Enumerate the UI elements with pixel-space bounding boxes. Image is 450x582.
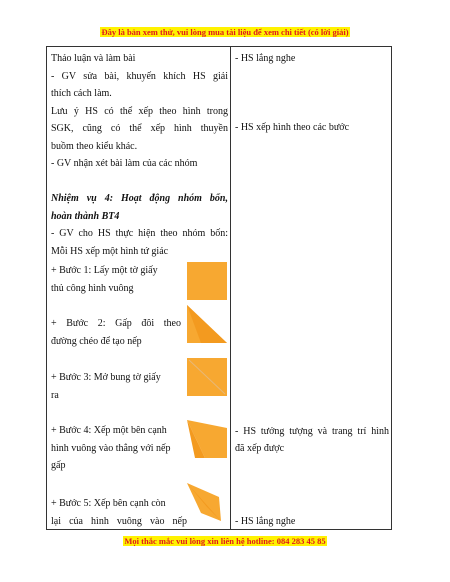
step-2-text: + Bước 2: Gấp đôi theo đường chéo để tạo nếp [51,318,181,347]
paper-folded-triangle-image [187,305,227,343]
student-response: - HS tưởng tượng và trang trí hình [235,426,389,437]
text-line: SGK, cũng có thể xếp hình thuyền [51,123,228,134]
paper-side-folded-image [187,420,227,458]
teacher-activities-column [51,50,228,260]
paper-unfolded-crease-image [187,358,227,396]
paper-square-image [187,262,227,300]
text-line: buồm theo kiểu khác. [51,140,138,152]
lesson-table [46,46,392,530]
student-response: - HS lắng nghe [235,53,296,64]
student-response: - HS xếp hình theo các bước [235,122,350,133]
preview-banner: Đây là bản xem thử, vui lòng mua tài liệu để xem chi tiết (có lời giải) [101,27,349,37]
student-response: - HS lắng nghe [235,516,296,527]
step-1-text: + Bước 1: Lấy một tờ giấy thủ công hình vuông [51,265,158,294]
text-line: thích cách làm. [51,88,112,99]
text-line: Thảo luận và làm bài [51,53,136,64]
task-title: hoàn thành BT4 [51,210,120,222]
text-line: Lưu ý HS có thể xếp theo hình trong [51,105,228,117]
paper-kite-image [187,483,227,521]
text-line: Mỗi HS xếp một hình tứ giác [51,245,169,257]
step-3-text: + Bước 3: Mở bung tờ giấy ra [51,372,161,401]
text-line: - GV cho HS thực hiện theo nhóm bốn: [51,228,228,239]
text-line: - GV sửa bài, khuyến khích HS giải [51,70,228,82]
hotline-banner: Mọi thắc mắc vui lòng xin liên hệ hotline: 084 283 45 85 [124,536,326,546]
column-divider [230,47,231,529]
step-4-text: + Bước 4: Xếp một bên cạnh hình vuông vào thẳng với nếp gấp [51,425,171,471]
student-response: đã xếp được [235,443,285,454]
task-title: Nhiệm vụ 4: Hoạt động nhóm bốn, [51,193,228,204]
blank-line [51,173,228,191]
text-line: - GV nhận xét bài làm của các nhóm [51,158,198,169]
step-5-text: + Bước 5: Xếp bên cạnh còn lại của hình vuông vào nếp [51,498,187,527]
